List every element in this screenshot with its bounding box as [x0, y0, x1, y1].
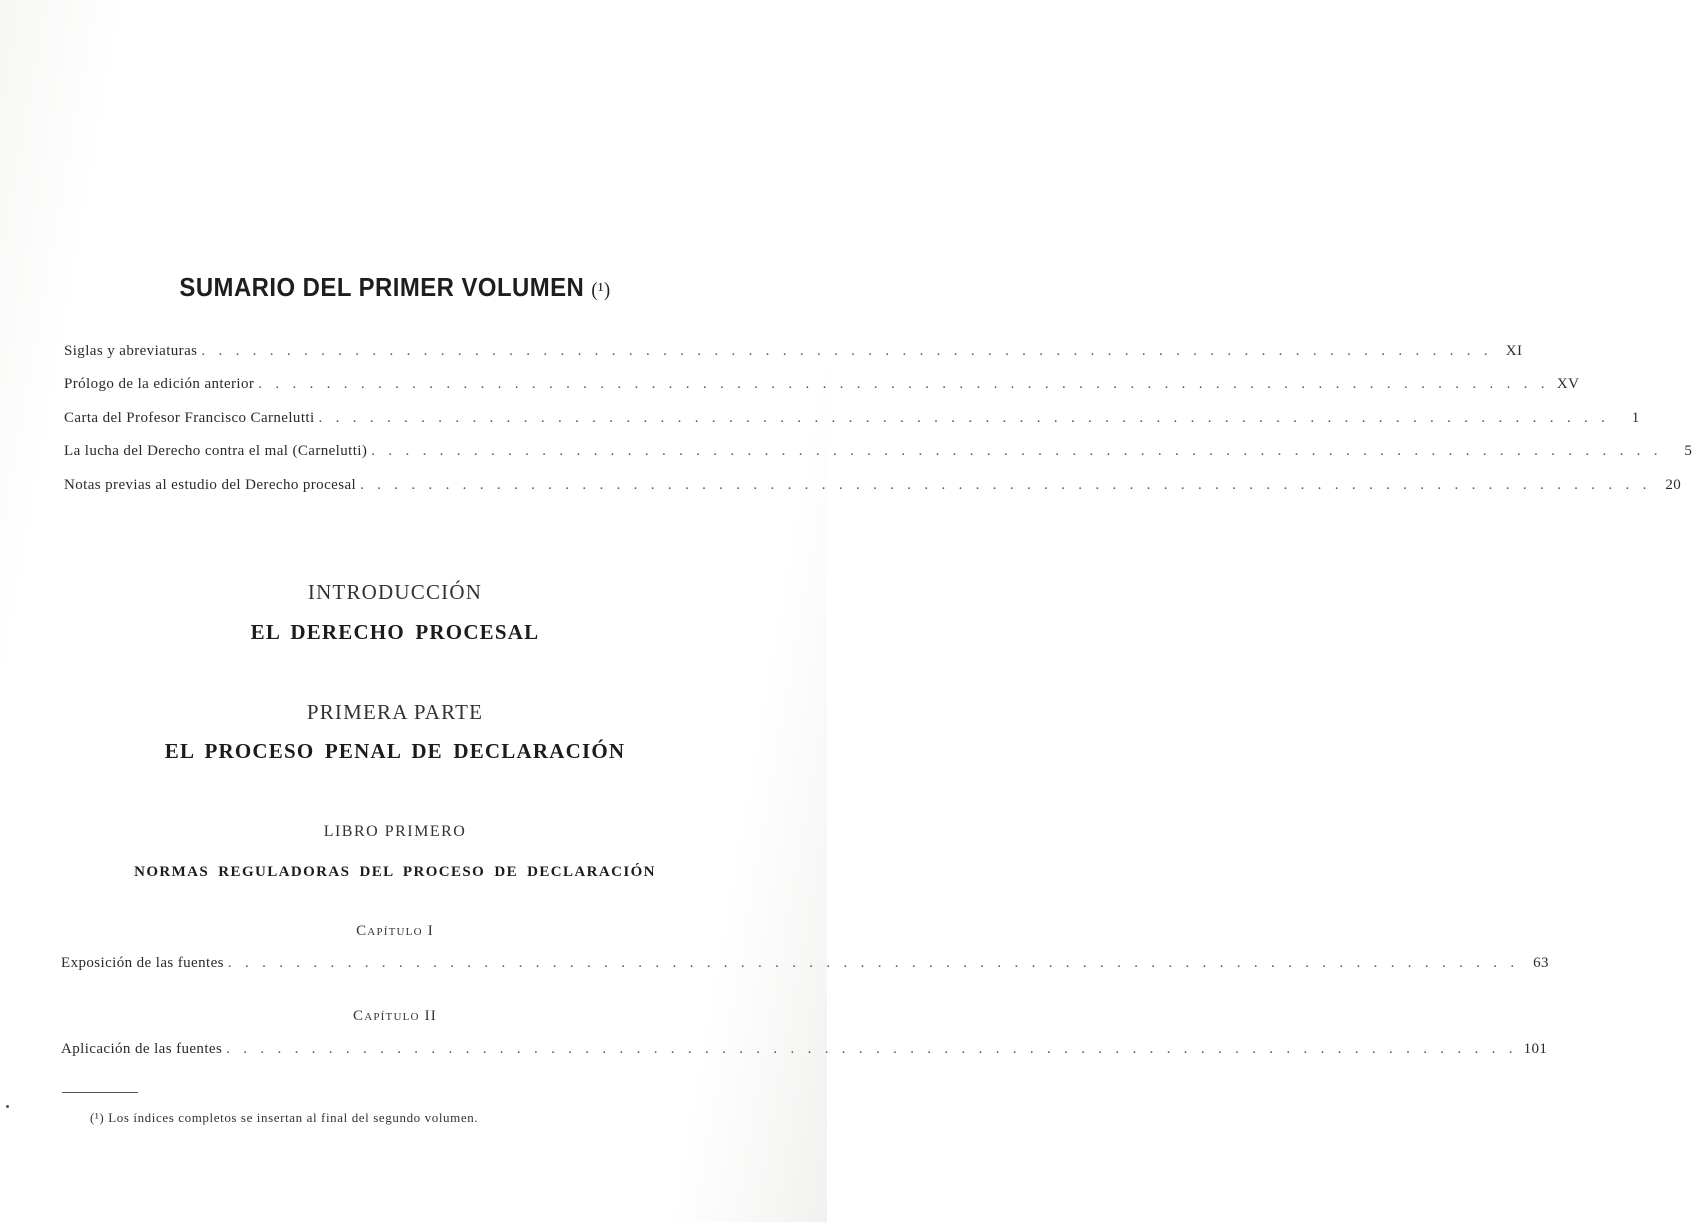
- toc-leader: . . . . . . . . . . . . . . . . . . . . . . . . . . . . . . . . . . . . . . . . . . . . . . . . . . . . . . . . . . . . . . . . . . . . . . . . . . . .: [227, 955, 1519, 971]
- toc-entry-label: Siglas y abreviaturas: [64, 343, 198, 359]
- toc-leader: . . . . . . . . . . . . . . . . . . . . . . . . . . . . . . . . . . . . . . . . . . . . . . . . . . . . . . . . . . . . . . . . . . . . . . . . . . . .: [360, 477, 1652, 493]
- toc-leader: . . . . . . . . . . . . . . . . . . . . . . . . . . . . . . . . . . . . . . . . . . . . . . . . . . . . . . . . . . . . . . . . . . . . . . . . . . . .: [371, 443, 1663, 459]
- toc-entry-label: Notas previas al estudio del Derecho procesal: [64, 477, 357, 493]
- footnote-text: Los índices completos se insertan al final del segundo volumen.: [108, 1110, 479, 1125]
- toc-page-number: 20: [1665, 477, 1682, 493]
- introduction-label: INTRODUCCIÓN: [307, 580, 483, 604]
- toc-entry[interactable]: [64, 343, 1523, 365]
- toc-entry-label: Carta del Profesor Francisco Carnelutti: [64, 410, 315, 426]
- toc-page-number: 101: [1523, 1041, 1548, 1057]
- book-one-title: NORMAS REGULADORAS DEL PROCESO DE DECLARACIÓN: [134, 864, 656, 880]
- toc-entry[interactable]: [64, 410, 1640, 432]
- toc-entry-label: Exposición de las fuentes: [61, 955, 224, 971]
- toc-leader: . . . . . . . . . . . . . . . . . . . . . . . . . . . . . . . . . . . . . . . . . . . . . . . . . . . . . . . . . . . . . . . . . . . . . . . . . . . .: [201, 343, 1493, 359]
- toc-entry[interactable]: [64, 376, 1580, 398]
- toc-leader: . . . . . . . . . . . . . . . . . . . . . . . . . . . . . . . . . . . . . . . . . . . . . . . . . . . . . . . . . . . . . . . . . . . . . . . . . . . .: [318, 410, 1610, 426]
- toc-leader: . . . . . . . . . . . . . . . . . . . . . . . . . . . . . . . . . . . . . . . . . . . . . . . . . . . . . . . . . . . . . . . . . . . . . . . . . . . .: [226, 1041, 1518, 1057]
- toc-page-number: 63: [1533, 955, 1549, 971]
- toc-entry-label: Prólogo de la edición anterior: [64, 376, 255, 392]
- toc-entry[interactable]: [64, 477, 1682, 499]
- toc-entry[interactable]: [64, 443, 1692, 465]
- footnote-mark: (¹): [90, 1110, 105, 1125]
- chapter-heading: Capítulo II: [353, 1008, 437, 1024]
- chapter-heading: Capítulo I: [356, 923, 434, 939]
- page-title: [32, 272, 759, 303]
- toc-entry-label: Aplicación de las fuentes: [61, 1041, 223, 1057]
- toc-leader: . . . . . . . . . . . . . . . . . . . . . . . . . . . . . . . . . . . . . . . . . . . . . . . . . . . . . . . . . . . . . . . . . . . . . . . . . . . .: [258, 376, 1550, 392]
- toc-page-number: XI: [1505, 343, 1523, 359]
- scan-speck: [6, 1105, 9, 1108]
- footnote-rule: [62, 1092, 138, 1093]
- introduction-title: EL DERECHO PROCESAL: [250, 620, 540, 644]
- toc-page-number: 1: [1631, 410, 1640, 426]
- part-one-label: PRIMERA PARTE: [306, 700, 484, 724]
- toc-page-number: 5: [1684, 443, 1692, 459]
- book-one-label: LIBRO PRIMERO: [323, 823, 467, 840]
- toc-entry[interactable]: [61, 1041, 1548, 1063]
- title-footnote-mark: (¹): [591, 279, 611, 301]
- footnote: [90, 1110, 478, 1126]
- part-one-title: EL PROCESO PENAL DE DECLARACIÓN: [164, 739, 626, 763]
- title-text: SUMARIO DEL PRIMER VOLUMEN: [179, 272, 585, 302]
- toc-page-number: XV: [1556, 376, 1580, 392]
- toc-entry-label: La lucha del Derecho contra el mal (Carnelutti): [64, 443, 368, 459]
- toc-entry[interactable]: [61, 955, 1549, 977]
